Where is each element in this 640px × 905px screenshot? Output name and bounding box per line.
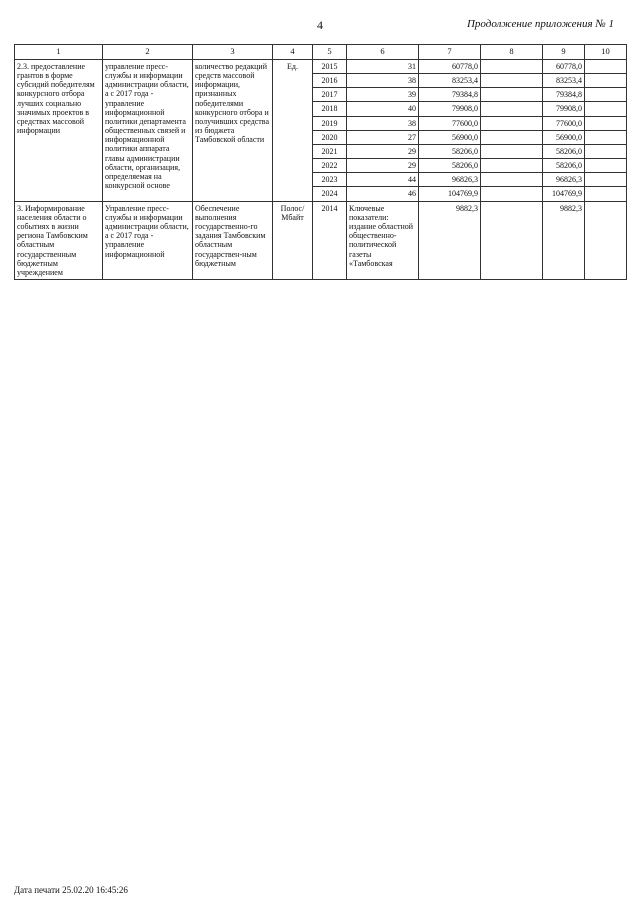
other-cell — [585, 59, 627, 73]
column-header: 6 — [347, 45, 419, 60]
page-number: 4 — [317, 18, 323, 32]
other-cell — [585, 187, 627, 201]
total-cell: 58206,0 — [419, 159, 481, 173]
federal-cell — [481, 173, 543, 187]
federal-cell — [481, 59, 543, 73]
indicator-cell: количество редакций средств массовой информации, признанных победителями конкурсного отбора и получивших средства из бюджета Тамбовской области — [193, 59, 273, 201]
other-cell — [585, 173, 627, 187]
responsible-cell: управление пресс-службы и информации администрации области, а с 2017 года - управление информационной политики департамента общественных связей и информационной политики аппарата главы администрации области, организация, определяемая на конкурсной основе — [103, 59, 193, 201]
appendix-table — [14, 44, 627, 280]
indicator-value-cell: 40 — [347, 102, 419, 116]
year-cell: 2018 — [313, 102, 347, 116]
federal-cell — [481, 159, 543, 173]
indicator-value-cell: 46 — [347, 187, 419, 201]
other-cell — [585, 116, 627, 130]
regional-cell: 83253,4 — [543, 73, 585, 87]
indicator-value-cell: 29 — [347, 159, 419, 173]
year-cell: 2016 — [313, 73, 347, 87]
year-cell: 2017 — [313, 88, 347, 102]
other-cell — [585, 88, 627, 102]
federal-cell — [481, 201, 543, 280]
total-cell: 83253,4 — [419, 73, 481, 87]
regional-cell: 104769,9 — [543, 187, 585, 201]
column-header: 1 — [15, 45, 103, 60]
column-header: 2 — [103, 45, 193, 60]
table-row — [15, 59, 627, 73]
total-cell: 104769,9 — [419, 187, 481, 201]
year-cell: 2020 — [313, 130, 347, 144]
total-cell: 79384,8 — [419, 88, 481, 102]
regional-cell: 79908,0 — [543, 102, 585, 116]
federal-cell — [481, 116, 543, 130]
indicator-value-cell: 31 — [347, 59, 419, 73]
table-row — [15, 201, 627, 280]
indicator-value-cell: 44 — [347, 173, 419, 187]
measure-name-cell: 3. Информирование населения области о событиях в жизни региона Тамбовским областным государственным бюджетным учреждением — [15, 201, 103, 280]
column-header: 5 — [313, 45, 347, 60]
column-header: 10 — [585, 45, 627, 60]
column-header: 4 — [273, 45, 313, 60]
column-header: 9 — [543, 45, 585, 60]
other-cell — [585, 159, 627, 173]
column-header: 8 — [481, 45, 543, 60]
other-cell — [585, 73, 627, 87]
regional-cell: 58206,0 — [543, 144, 585, 158]
federal-cell — [481, 102, 543, 116]
regional-cell: 96826,3 — [543, 173, 585, 187]
indicator-value-cell: 38 — [347, 73, 419, 87]
federal-cell — [481, 187, 543, 201]
federal-cell — [481, 144, 543, 158]
continuation-label: Продолжение приложения № 1 — [466, 18, 614, 30]
other-cell — [585, 144, 627, 158]
unit-cell: Полос/ Мбайт — [273, 201, 313, 280]
indicator-cell: Обеспечение выполнения государственно-го задания Тамбовским областным государствен-ным бюджетным — [193, 201, 273, 280]
responsible-cell: Управление пресс-службы и информации администрации области, а с 2017 года - управление информационной — [103, 201, 193, 280]
year-cell: 2014 — [313, 201, 347, 280]
federal-cell — [481, 73, 543, 87]
federal-cell — [481, 88, 543, 102]
total-cell: 60778,0 — [419, 59, 481, 73]
column-header: 7 — [419, 45, 481, 60]
other-cell — [585, 102, 627, 116]
indicator-value-cell: Ключевые показатели: издание областной общественно-политической газеты «Тамбовская — [347, 201, 419, 280]
year-cell: 2023 — [313, 173, 347, 187]
total-cell: 79908,0 — [419, 102, 481, 116]
federal-cell — [481, 130, 543, 144]
other-cell — [585, 201, 627, 280]
indicator-value-cell: 38 — [347, 116, 419, 130]
regional-cell: 77600,0 — [543, 116, 585, 130]
year-cell: 2021 — [313, 144, 347, 158]
total-cell: 56900,0 — [419, 130, 481, 144]
total-cell: 96826,3 — [419, 173, 481, 187]
indicator-value-cell: 39 — [347, 88, 419, 102]
regional-cell: 58206,0 — [543, 159, 585, 173]
total-cell: 77600,0 — [419, 116, 481, 130]
unit-cell: Ед. — [273, 59, 313, 201]
total-cell: 9882,3 — [419, 201, 481, 280]
other-cell — [585, 130, 627, 144]
year-cell: 2019 — [313, 116, 347, 130]
year-cell: 2015 — [313, 59, 347, 73]
regional-cell: 56900,0 — [543, 130, 585, 144]
measure-name-cell: 2.3. предоставление грантов в форме субсидий победителям конкурсного отбора лучших социально значимых проектов в средствах массовой информации — [15, 59, 103, 201]
column-header: 3 — [193, 45, 273, 60]
total-cell: 58206,0 — [419, 144, 481, 158]
column-number-row — [15, 45, 627, 60]
regional-cell: 60778,0 — [543, 59, 585, 73]
regional-cell: 79384,8 — [543, 88, 585, 102]
print-date: Дата печати 25.02.20 16:45:26 — [14, 885, 128, 895]
year-cell: 2022 — [313, 159, 347, 173]
indicator-value-cell: 27 — [347, 130, 419, 144]
year-cell: 2024 — [313, 187, 347, 201]
indicator-value-cell: 29 — [347, 144, 419, 158]
regional-cell: 9882,3 — [543, 201, 585, 280]
